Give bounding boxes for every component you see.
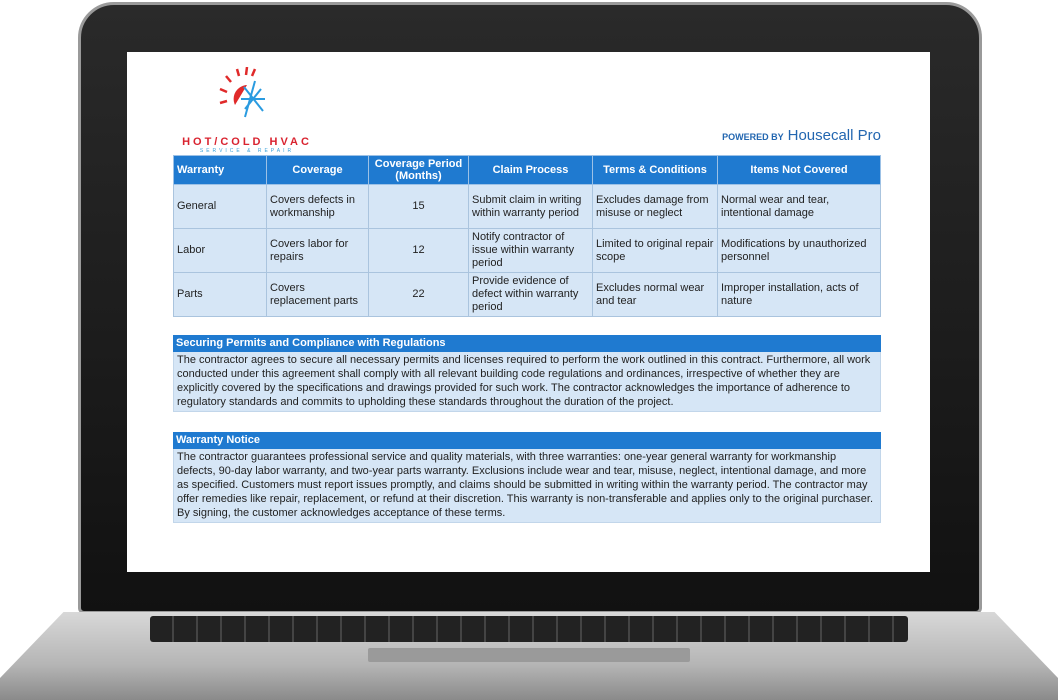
section-body: The contractor guarantees professional service and quality materials, with three warranties: one-year general warranty for workmanship defects, 90-day labor warranty, and two-year parts warranty. Exclusions include wear and tear, misuse, neglect, intentional damage, and more as specified. Customers must report issues promptly, and claims should be submitted in writing within the warranty period. The contractor may offer remedies like repair, replacement, or refund at their discretion. This warranty is non-transferable and applies only to the original purchaser. By signing, the customer acknowledges acceptance of these terms. — [173, 449, 881, 523]
section-title: Warranty Notice — [173, 432, 881, 449]
powered-by-label: POWERED BY — [722, 132, 784, 142]
sun-snowflake-icon — [217, 67, 277, 125]
cell: 22 — [369, 273, 469, 317]
brand-name: Housecall Pro — [787, 127, 881, 144]
permits-section — [173, 335, 881, 412]
header-terms: Terms & Conditions — [593, 156, 718, 185]
cell: Improper installation, acts of nature — [718, 273, 881, 317]
cell: General — [174, 185, 267, 229]
powered-by — [722, 127, 881, 144]
cell: Excludes damage from misuse or neglect — [593, 185, 718, 229]
header-items-not-covered: Items Not Covered — [718, 156, 881, 185]
cell: Labor — [174, 229, 267, 273]
cell: 12 — [369, 229, 469, 273]
warranty-table — [173, 155, 881, 317]
cell: Notify contractor of issue within warranty period — [469, 229, 593, 273]
section-body: The contractor agrees to secure all necessary permits and licenses required to perform the work outlined in this contract. Furthermore, all work conducted under this agreement shall comply with all relevant building code regulations and ordinances, irrespective of whether they are explicitly covered by the specifications and drawings provided for such work. The contractor acknowledges the importance of adherence to regulatory standards and commits to upholding these standards throughout the duration of the project. — [173, 352, 881, 412]
cell: Covers labor for repairs — [267, 229, 369, 273]
cell: Submit claim in writing within warranty period — [469, 185, 593, 229]
company-name: HOT/COLD HVAC — [182, 136, 312, 148]
table-row — [174, 229, 881, 273]
table-row — [174, 185, 881, 229]
table-row — [174, 273, 881, 317]
header-warranty: Warranty — [174, 156, 267, 185]
cell: 15 — [369, 185, 469, 229]
company-logo — [177, 67, 317, 154]
keyboard — [150, 616, 908, 642]
trackpad — [368, 648, 690, 662]
header-claim-process: Claim Process — [469, 156, 593, 185]
cell: Covers replacement parts — [267, 273, 369, 317]
cell: Covers defects in workmanship — [267, 185, 369, 229]
document-screen — [127, 52, 930, 572]
cell: Limited to original repair scope — [593, 229, 718, 273]
company-tagline: SERVICE & REPAIR — [199, 148, 295, 154]
header-coverage-period: Coverage Period (Months) — [369, 156, 469, 185]
cell: Provide evidence of defect within warranty period — [469, 273, 593, 317]
header-coverage: Coverage — [267, 156, 369, 185]
cell: Normal wear and tear, intentional damage — [718, 185, 881, 229]
cell: Modifications by unauthorized personnel — [718, 229, 881, 273]
warranty-notice-section — [173, 432, 881, 523]
cell: Excludes normal wear and tear — [593, 273, 718, 317]
section-title: Securing Permits and Compliance with Regulations — [173, 335, 881, 352]
cell: Parts — [174, 273, 267, 317]
